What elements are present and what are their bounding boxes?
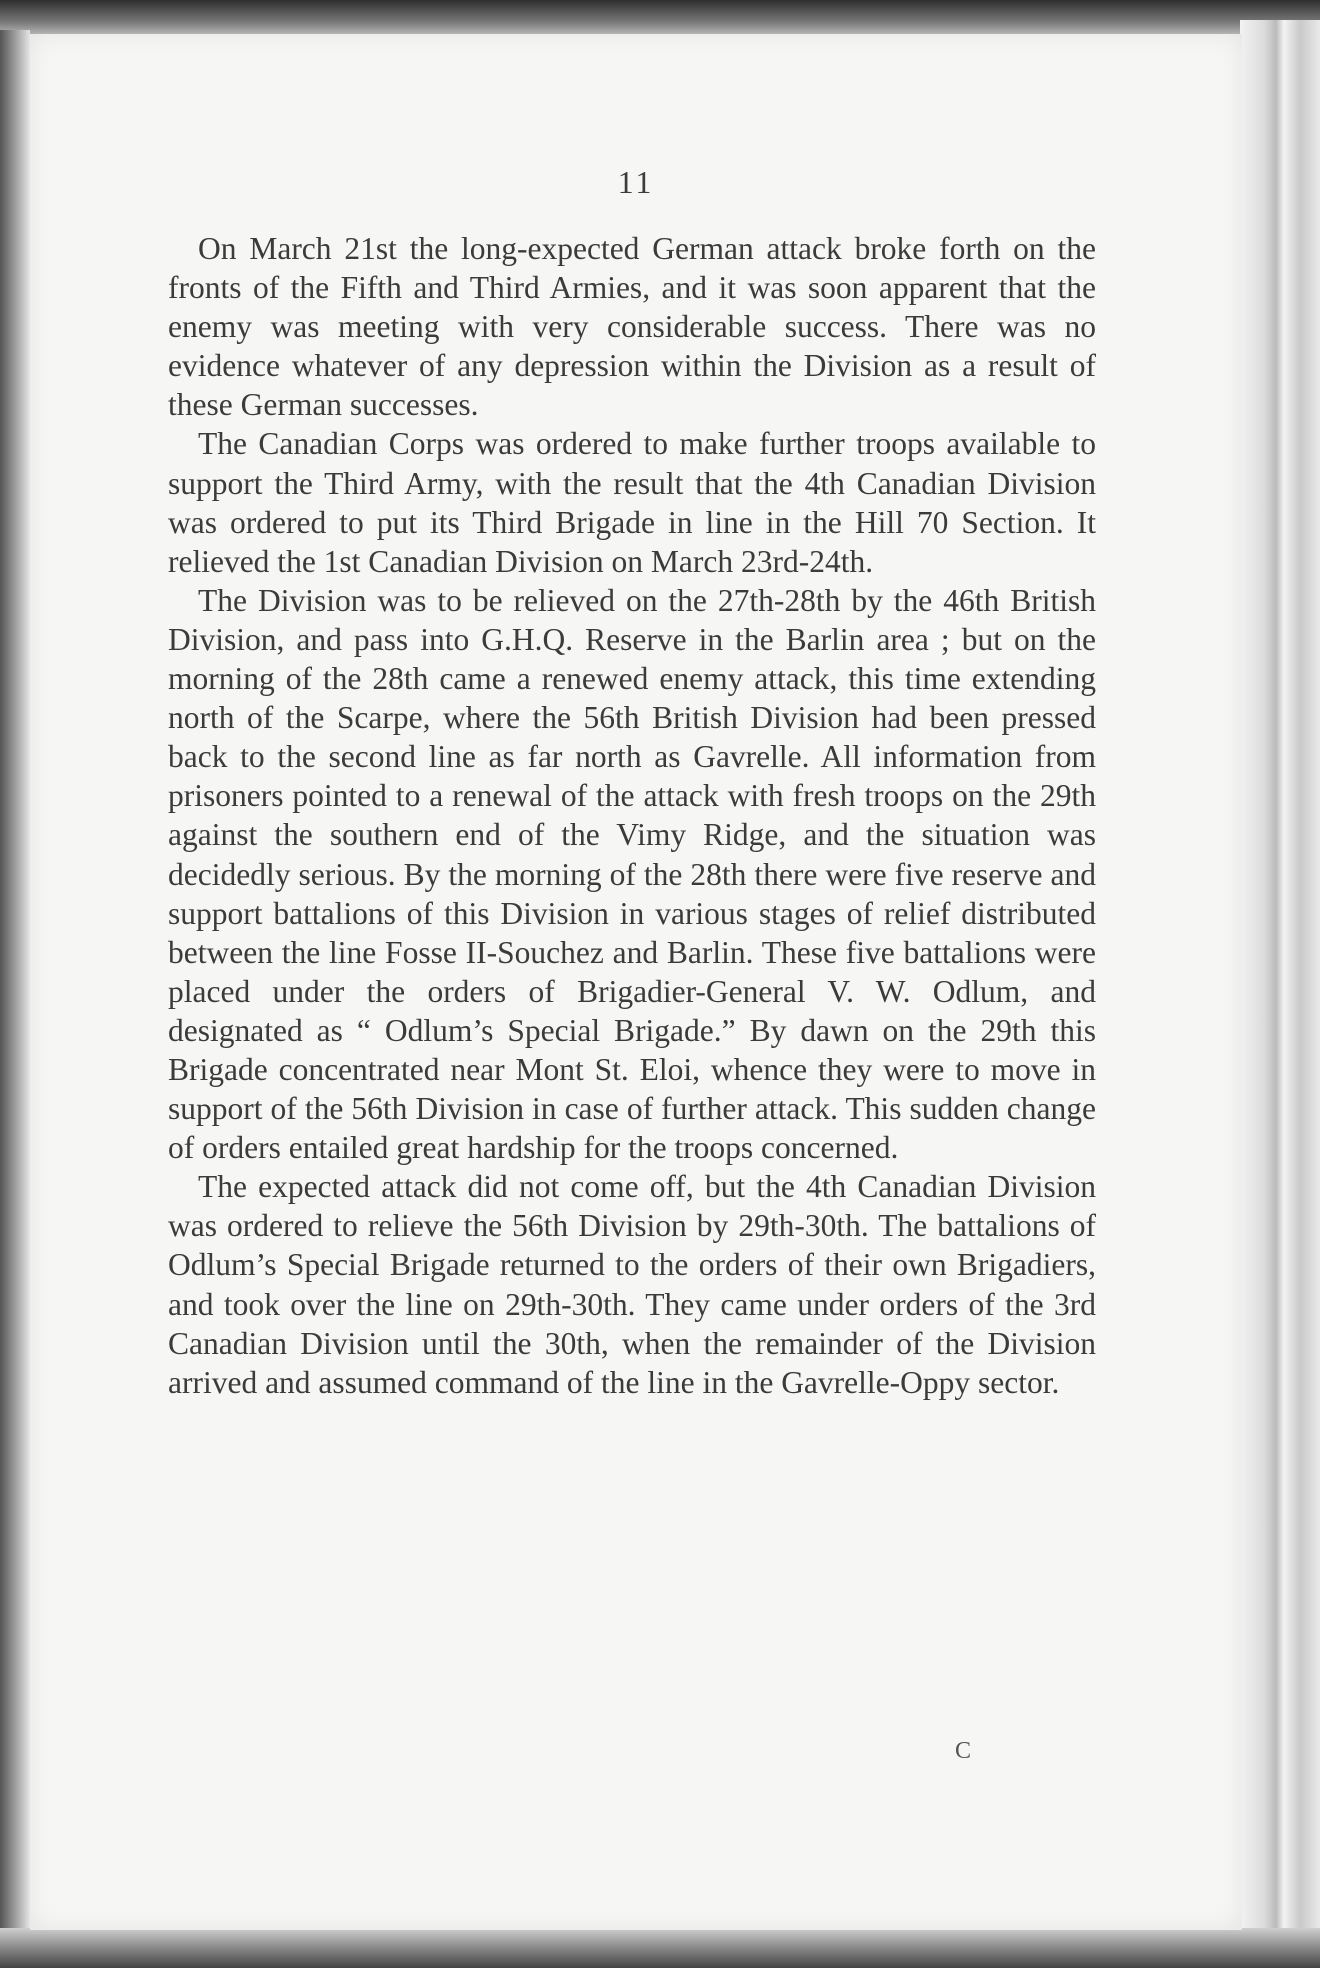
page-number: 11	[617, 164, 655, 200]
paragraph-2: The Canadian Corps was ordered to make further troops available to support the Third Army, with the result that the 4th Canadian Division was ordered to put its Third Brigade in line in the Hill 70 Section. It relieved the 1st Canadian Division on March 23rd-24th.	[168, 426, 1096, 579]
book-bottom-edge	[0, 1928, 1320, 1968]
book-page	[30, 34, 1242, 1930]
paragraph-4: The expected attack did not come off, but the 4th Canadian Division was ordered to relieve the 56th Division by 29th-30th. The battalions of Odlum’s Special Brigade returned to the orders of their own Brigadiers, and took over the line on 29th-30th. They came under orders of the 3rd Canadian Division until the 30th, when the remainder of the Division arrived and assumed command of the line in the Gavrelle-Oppy sector.	[168, 1169, 1096, 1400]
body-text	[168, 229, 1096, 1402]
book-page-edges	[1240, 20, 1320, 1960]
book-top-edge	[0, 0, 1320, 36]
signature-mark: C	[955, 1738, 972, 1764]
book-binding	[0, 30, 30, 1950]
paragraph-1: On March 21st the long-expected German attack broke forth on the fronts of the Fifth and Third Armies, and it was soon apparent that the enemy was meeting with very considerable success. There was no evidence whatever of any depression within the Division as a result of these German successes.	[168, 231, 1096, 423]
paragraph-3: The Division was to be relieved on the 27th-28th by the 46th British Division, and pass into G.H.Q. Reserve in the Barlin area ; but on the morning of the 28th came a renewed enemy attack, this time extending north of the Scarpe, where the 56th British Division had been pressed back to the second line as far north as Gavrelle. All information from prisoners pointed to a renewal of the attack with fresh troops on the 29th against the southern end of the Vimy Ridge, and the situation was decidedly serious. By the morning of the 28th there were five reserve and support battalions of this Division in various stages of relief distributed between the line Fosse II-Souchez and Barlin. These five battalions were placed under the orders of Brigadier-General V. W. Odlum, and designated as “ Odlum’s Special Brigade.” By dawn on the 29th this Brigade concentrated near Mont St. Eloi, whence they were to move in support of the 56th Division in case of further attack. This sudden change of orders entailed great hardship for the troops concerned.	[168, 582, 1096, 1166]
